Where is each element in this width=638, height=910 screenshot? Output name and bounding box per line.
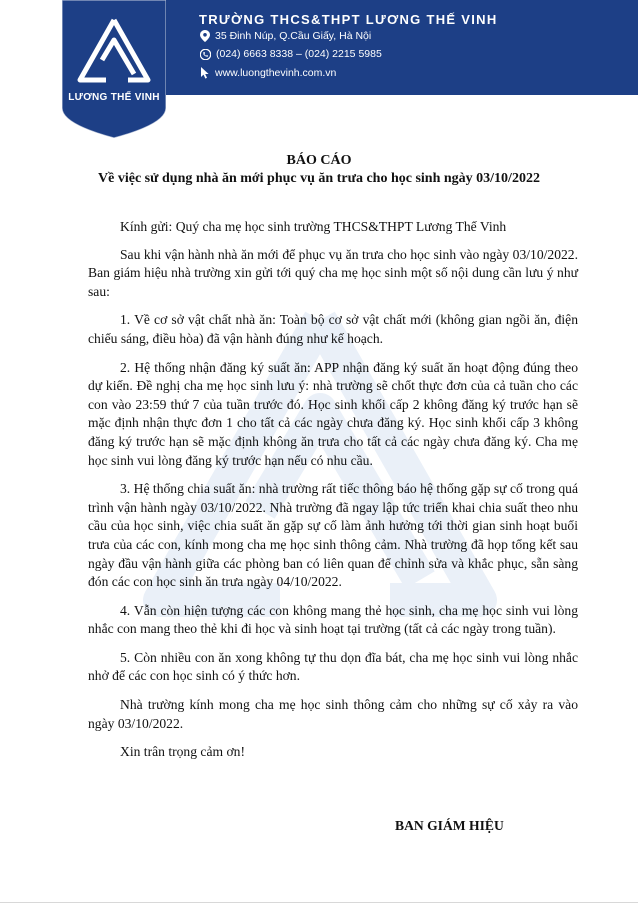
signature: BAN GIÁM HIỆU: [395, 818, 504, 833]
logo-text: LƯƠNG THẾ VINH: [68, 92, 160, 103]
paragraph-closing: Nhà trường kính mong cha mẹ học sinh thông cảm cho những sự cố xảy ra vào ngày 03/10/2022.: [88, 697, 578, 731]
phone-text: (024) 6663 8338 – (024) 2215 5985: [216, 48, 382, 60]
paragraph-4: 4. Vẫn còn hiện tượng các con không mang thẻ học sinh, cha mẹ học sinh vui lòng nhắc con mang theo thẻ khi đi học và sinh hoạt tại trường (tất cả các ngày trong tuần).: [88, 602, 578, 637]
document-title: BÁO CÁO: [286, 153, 352, 168]
document-body: [88, 218, 578, 772]
address-line: [200, 30, 371, 42]
address-text: 35 Đinh Núp, Q.Cầu Giấy, Hà Nội: [215, 30, 372, 42]
paragraph-2: 2. Hệ thống nhận đăng ký suất ăn: APP nhận đăng ký suất ăn hoạt động đúng theo dự kiến. Đề nghị cha mẹ học sinh lưu ý: nhà trường sẽ chốt thực đơn của cả tuần cho các con vào 23:59 thứ 7 của tuần trước đó. Học sinh khối cấp 2 không đăng ký trước hạn sẽ mặc định nhận thực đơn 1 cho tất cả các ngày chưa đăng ký. Học sinh khối cấp 3 không đăng ký trước hạn sẽ mặc định không ăn trưa cho tất cả các ngày chưa đăng ký. Cha mẹ học sinh vui lòng đăng ký trước hạn nếu có nhu cầu.: [88, 359, 578, 468]
phone-line: [200, 48, 382, 60]
paragraph-thanks: Xin trân trọng cảm ơn!: [120, 744, 245, 760]
page-divider: [0, 902, 638, 903]
phone-icon: [200, 49, 211, 60]
greeting: Kính gửi: Quý cha mẹ học sinh trường THCS&THPT Lương Thế Vinh: [120, 219, 507, 234]
location-pin-icon: [200, 30, 210, 42]
paragraph-intro: Sau khi vận hành nhà ăn mới để phục vụ ăn trưa cho học sinh vào ngày 03/10/2022. Ban giám hiệu nhà trường xin gửi tới quý cha mẹ học sinh một số nội dung cần lưu ý như sau:: [88, 246, 578, 299]
website-text: www.luongthevinh.com.vn: [215, 67, 337, 79]
cursor-icon: [200, 67, 210, 79]
school-name: TRƯỜNG THCS&THPT LƯƠNG THẾ VINH: [199, 12, 498, 27]
paragraph-1: 1. Về cơ sở vật chất nhà ăn: Toàn bộ cơ sở vật chất mới (không gian ngồi ăn, điện chiếu sáng, điều hòa) đã vận hành đúng như kế hoạch.: [88, 312, 578, 346]
school-logo-icon: [62, 0, 166, 138]
paragraph-3: 3. Hệ thống chia suất ăn: nhà trường rất tiếc thông báo hệ thống gặp sự cố trong quá trình vận hành ngày 03/10/2022. Nhà trường đã ngay lập tức triển khai chia suất theo nhu cầu của học sinh, việc chia suất ăn gặp sự cố làm ảnh hưởng tới thời gian sinh hoạt buổi trưa của các con, kính mong cha mẹ học sinh thông cảm. Nhà trường đã họp tổng kết sau ngày đầu vận hành giữa các phòng ban có liên quan để chỉnh sửa và khắc phục, sẵn sàng đón các con học sinh ăn trưa ngày 04/10/2022.: [88, 481, 578, 590]
document-subtitle: Về việc sử dụng nhà ăn mới phục vụ ăn trưa cho học sinh ngày 03/10/2022: [98, 171, 540, 186]
paragraph-5: 5. Còn nhiều con ăn xong không tự thu dọn đĩa bát, cha mẹ học sinh vui lòng nhắc nhở để các con học sinh có ý thức hơn.: [88, 649, 578, 684]
website-line: [200, 67, 336, 79]
